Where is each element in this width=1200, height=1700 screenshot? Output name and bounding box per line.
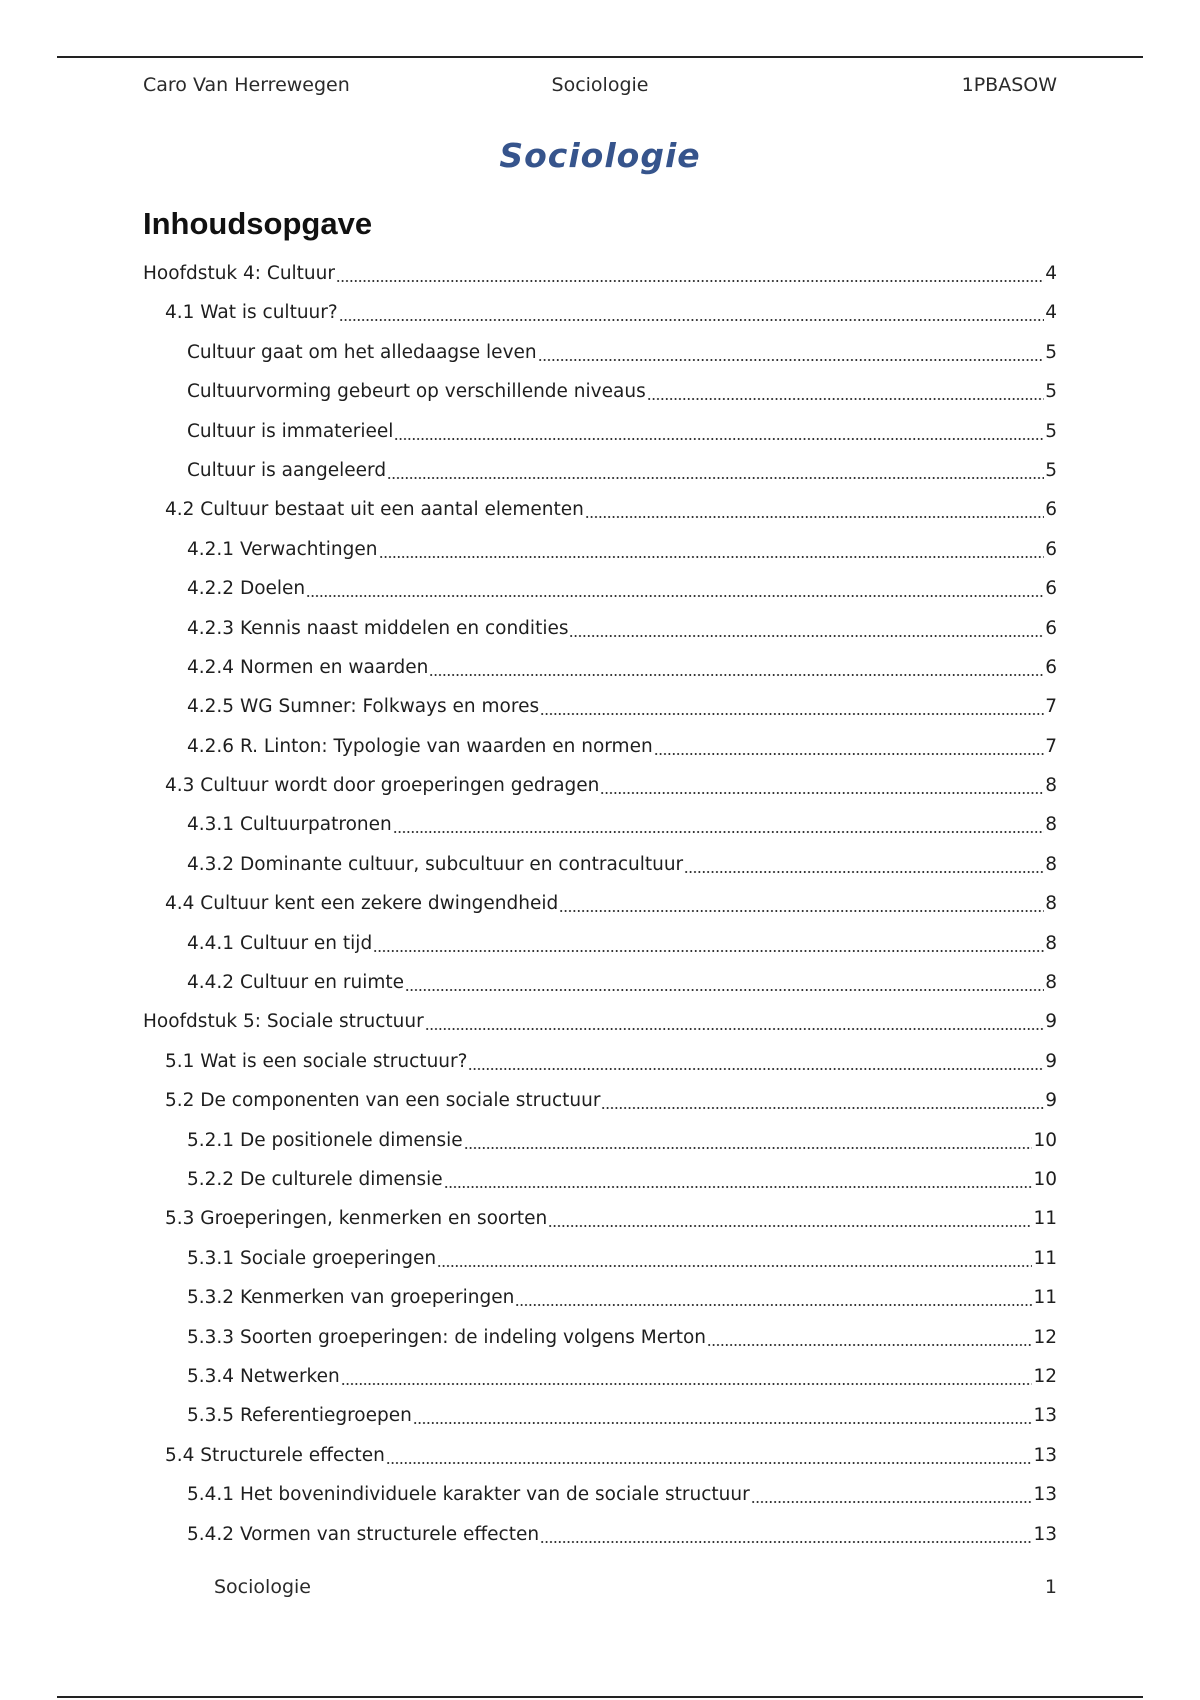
toc-dot-leader xyxy=(387,457,1044,480)
toc-entry-page[interactable]: 6 xyxy=(1045,656,1057,678)
toc-entry-label[interactable]: 5.4.2 Vormen van structurele effecten xyxy=(187,1523,540,1545)
toc-entry[interactable] xyxy=(143,1048,1057,1087)
header-author: Caro Van Herrewegen xyxy=(143,74,350,96)
toc-entry[interactable] xyxy=(143,811,1057,850)
toc-dot-leader xyxy=(393,811,1044,834)
toc-entry-page[interactable]: 7 xyxy=(1045,696,1057,718)
toc-dot-leader xyxy=(373,930,1044,953)
toc-entry-label[interactable]: 5.1 Wat is een sociale structuur? xyxy=(165,1050,468,1072)
toc-entry[interactable] xyxy=(143,1481,1057,1520)
toc-entry-label[interactable]: 5.3.3 Soorten groeperingen: de indeling volgens Merton xyxy=(187,1326,707,1348)
toc-entry[interactable] xyxy=(143,1402,1057,1441)
toc-entry-label[interactable]: 4.3.1 Cultuurpatronen xyxy=(187,814,392,836)
toc-entry[interactable] xyxy=(143,930,1057,969)
toc-dot-leader xyxy=(751,1481,1033,1504)
toc-dot-leader xyxy=(429,654,1044,677)
toc-entry-page[interactable]: 13 xyxy=(1033,1405,1057,1427)
toc-entry-label[interactable]: 4.4.1 Cultuur en tijd xyxy=(187,932,373,954)
toc-entry[interactable] xyxy=(143,733,1057,772)
toc-entry-label[interactable]: 4.2.2 Doelen xyxy=(187,578,306,600)
toc-entry[interactable] xyxy=(143,299,1057,338)
toc-heading: Inhoudsopgave xyxy=(143,206,373,241)
toc-entry-page[interactable]: 9 xyxy=(1045,1011,1057,1033)
toc-entry-page[interactable]: 8 xyxy=(1045,853,1057,875)
toc-entry[interactable] xyxy=(143,1284,1057,1323)
toc-dot-leader xyxy=(444,1166,1033,1189)
toc-entry[interactable] xyxy=(143,615,1057,654)
toc-entry-page[interactable]: 5 xyxy=(1045,420,1057,442)
toc-dot-leader xyxy=(548,1205,1032,1228)
toc-entry-label[interactable]: 5.3.4 Netwerken xyxy=(187,1365,340,1387)
toc-entry[interactable] xyxy=(143,851,1057,890)
toc-entry[interactable] xyxy=(143,378,1057,417)
toc-entry-page[interactable]: 8 xyxy=(1045,972,1057,994)
toc-entry-page[interactable]: 11 xyxy=(1033,1247,1057,1269)
toc-dot-leader xyxy=(585,496,1044,519)
footer-page-number: 1 xyxy=(1044,1576,1057,1598)
toc-entry-page[interactable]: 4 xyxy=(1045,263,1057,284)
toc-entry-label[interactable]: 5.3 Groeperingen, kenmerken en soorten xyxy=(165,1208,548,1230)
toc-entry-label[interactable]: Cultuur gaat om het alledaagse leven xyxy=(187,341,537,363)
document-title: Sociologie xyxy=(499,136,701,175)
top-rule xyxy=(57,56,1143,58)
toc-entry-page[interactable]: 6 xyxy=(1045,578,1057,600)
toc-entry-page[interactable]: 8 xyxy=(1045,775,1057,797)
toc-entry-label[interactable]: 4.3.2 Dominante cultuur, subcultuur en contracultuur xyxy=(187,853,684,875)
toc-entry[interactable] xyxy=(143,969,1057,1008)
toc-entry-label[interactable]: 4.1 Wat is cultuur? xyxy=(165,302,338,324)
toc-entry-label[interactable]: Cultuur is aangeleerd xyxy=(187,459,387,481)
toc-dot-leader xyxy=(654,733,1045,756)
toc-entry[interactable] xyxy=(143,1127,1057,1166)
toc-entry[interactable] xyxy=(143,339,1057,378)
toc-entry[interactable] xyxy=(143,654,1057,693)
toc-dot-leader xyxy=(468,1048,1044,1071)
toc-dot-leader xyxy=(413,1402,1033,1425)
toc-entry-page[interactable]: 6 xyxy=(1045,617,1057,639)
toc-entry-page[interactable]: 12 xyxy=(1033,1326,1057,1348)
toc-entry[interactable] xyxy=(143,1324,1057,1363)
toc-entry-label[interactable]: 4.3 Cultuur wordt door groeperingen gedragen xyxy=(165,775,600,797)
toc-entry-page[interactable]: 8 xyxy=(1045,932,1057,954)
toc-dot-leader xyxy=(379,536,1045,559)
toc-entry-label[interactable]: 5.3.2 Kenmerken van groeperingen xyxy=(187,1287,515,1309)
toc-dot-leader xyxy=(464,1127,1033,1150)
toc-entry[interactable] xyxy=(143,1008,1057,1047)
toc-entry[interactable] xyxy=(143,1166,1057,1205)
toc-dot-leader xyxy=(336,260,1044,283)
toc-entry-page[interactable]: 11 xyxy=(1033,1208,1057,1230)
toc-entry-page[interactable]: 13 xyxy=(1033,1523,1057,1545)
toc-dot-leader xyxy=(559,890,1044,913)
toc-entry-page[interactable]: 8 xyxy=(1045,814,1057,836)
toc-entry[interactable] xyxy=(143,496,1057,535)
toc-dot-leader xyxy=(306,575,1044,598)
toc-entry-label[interactable]: 4.2.4 Normen en waarden xyxy=(187,656,429,678)
toc-dot-leader xyxy=(394,418,1044,441)
toc-entry-label[interactable]: Cultuur is immaterieel xyxy=(187,420,394,442)
toc-entry-label[interactable]: 5.2 De componenten van een sociale structuur xyxy=(165,1090,601,1112)
toc-dot-leader xyxy=(684,851,1044,874)
toc-entry-label[interactable]: 4.2.3 Kennis naast middelen en condities xyxy=(187,617,569,639)
toc-dot-leader xyxy=(569,615,1044,638)
toc-entry-page[interactable]: 12 xyxy=(1033,1365,1057,1387)
toc-entry-page[interactable]: 13 xyxy=(1033,1444,1057,1466)
toc-entry-page[interactable]: 4 xyxy=(1045,302,1057,324)
toc-entry-page[interactable]: 13 xyxy=(1033,1484,1057,1506)
toc-entry[interactable] xyxy=(143,772,1057,811)
toc-dot-leader xyxy=(707,1324,1032,1347)
toc-dot-leader xyxy=(515,1284,1032,1307)
toc-dot-leader xyxy=(647,378,1045,401)
toc-dot-leader xyxy=(386,1442,1033,1465)
toc-entry-page[interactable]: 10 xyxy=(1033,1129,1057,1151)
toc-entry[interactable] xyxy=(143,260,1057,299)
toc-entry-label[interactable]: 4.4.2 Cultuur en ruimte xyxy=(187,972,405,994)
toc-entry-page[interactable]: 10 xyxy=(1033,1168,1057,1190)
toc-entry-page[interactable]: 8 xyxy=(1045,893,1057,915)
toc-dot-leader xyxy=(341,1363,1033,1386)
toc-dot-leader xyxy=(600,772,1044,795)
page-header xyxy=(143,74,1057,98)
page-footer xyxy=(143,1576,1057,1602)
toc-entry-page[interactable]: 7 xyxy=(1045,735,1057,757)
toc-entry[interactable] xyxy=(143,1363,1057,1402)
toc-entry-page[interactable]: 9 xyxy=(1045,1050,1057,1072)
toc-entry-label[interactable]: 4.2.1 Verwachtingen xyxy=(187,538,378,560)
toc-entry[interactable] xyxy=(143,418,1057,457)
toc-entry-label[interactable]: 5.3.1 Sociale groeperingen xyxy=(187,1247,437,1269)
toc-entry-label[interactable]: 5.2.1 De positionele dimensie xyxy=(187,1129,463,1151)
toc-entry[interactable] xyxy=(143,890,1057,929)
toc-dot-leader xyxy=(540,693,1044,716)
toc-dot-leader xyxy=(540,1521,1032,1544)
footer-subject: Sociologie xyxy=(214,1576,311,1598)
toc-entry-label[interactable]: 5.4.1 Het bovenindividuele karakter van de sociale structuur xyxy=(187,1484,750,1506)
toc-entry-label[interactable]: Hoofdstuk 4: Cultuur xyxy=(143,263,335,284)
toc-entry-label[interactable]: 4.4 Cultuur kent een zekere dwingendheid xyxy=(165,893,559,915)
toc-dot-leader xyxy=(601,1087,1044,1110)
bottom-rule xyxy=(57,1696,1143,1698)
toc-entry-page[interactable]: 11 xyxy=(1033,1287,1057,1309)
toc-entry-page[interactable]: 5 xyxy=(1045,381,1057,403)
toc-dot-leader xyxy=(437,1245,1032,1268)
toc-entry[interactable] xyxy=(143,457,1057,496)
toc-entry-page[interactable]: 9 xyxy=(1045,1090,1057,1112)
toc-entry[interactable] xyxy=(143,536,1057,575)
toc-entry[interactable] xyxy=(143,1442,1057,1481)
toc-entry-label[interactable]: 4.2 Cultuur bestaat uit een aantal elementen xyxy=(165,499,584,521)
toc-entry-label[interactable]: 5.2.2 De culturele dimensie xyxy=(187,1168,443,1190)
toc-entry-label[interactable]: 4.2.6 R. Linton: Typologie van waarden en normen xyxy=(187,735,653,757)
table-of-contents xyxy=(143,260,1057,1560)
toc-entry[interactable] xyxy=(143,1087,1057,1126)
toc-entry-label[interactable]: Hoofdstuk 5: Sociale structuur xyxy=(143,1011,424,1033)
toc-entry-page[interactable]: 5 xyxy=(1045,459,1057,481)
toc-entry[interactable] xyxy=(143,1205,1057,1244)
toc-entry[interactable] xyxy=(143,1245,1057,1284)
toc-dot-leader xyxy=(339,299,1045,322)
toc-entry-label[interactable]: 4.2.5 WG Sumner: Folkways en mores xyxy=(187,696,540,718)
toc-entry[interactable] xyxy=(143,693,1057,732)
toc-entry-page[interactable]: 5 xyxy=(1045,341,1057,363)
toc-entry[interactable] xyxy=(143,1521,1057,1560)
header-course-code: 1PBASOW xyxy=(961,74,1057,96)
toc-entry-label[interactable]: 5.3.5 Referentiegroepen xyxy=(187,1405,412,1427)
toc-dot-leader xyxy=(425,1008,1045,1031)
toc-entry[interactable] xyxy=(143,575,1057,614)
toc-entry-label[interactable]: Cultuurvorming gebeurt op verschillende niveaus xyxy=(187,381,646,403)
toc-entry-label[interactable]: 5.4 Structurele effecten xyxy=(165,1444,385,1466)
toc-dot-leader xyxy=(405,969,1044,992)
toc-dot-leader xyxy=(538,339,1045,362)
header-subject: Sociologie xyxy=(551,74,649,96)
toc-entry-page[interactable]: 6 xyxy=(1045,538,1057,560)
toc-entry-page[interactable]: 6 xyxy=(1045,499,1057,521)
